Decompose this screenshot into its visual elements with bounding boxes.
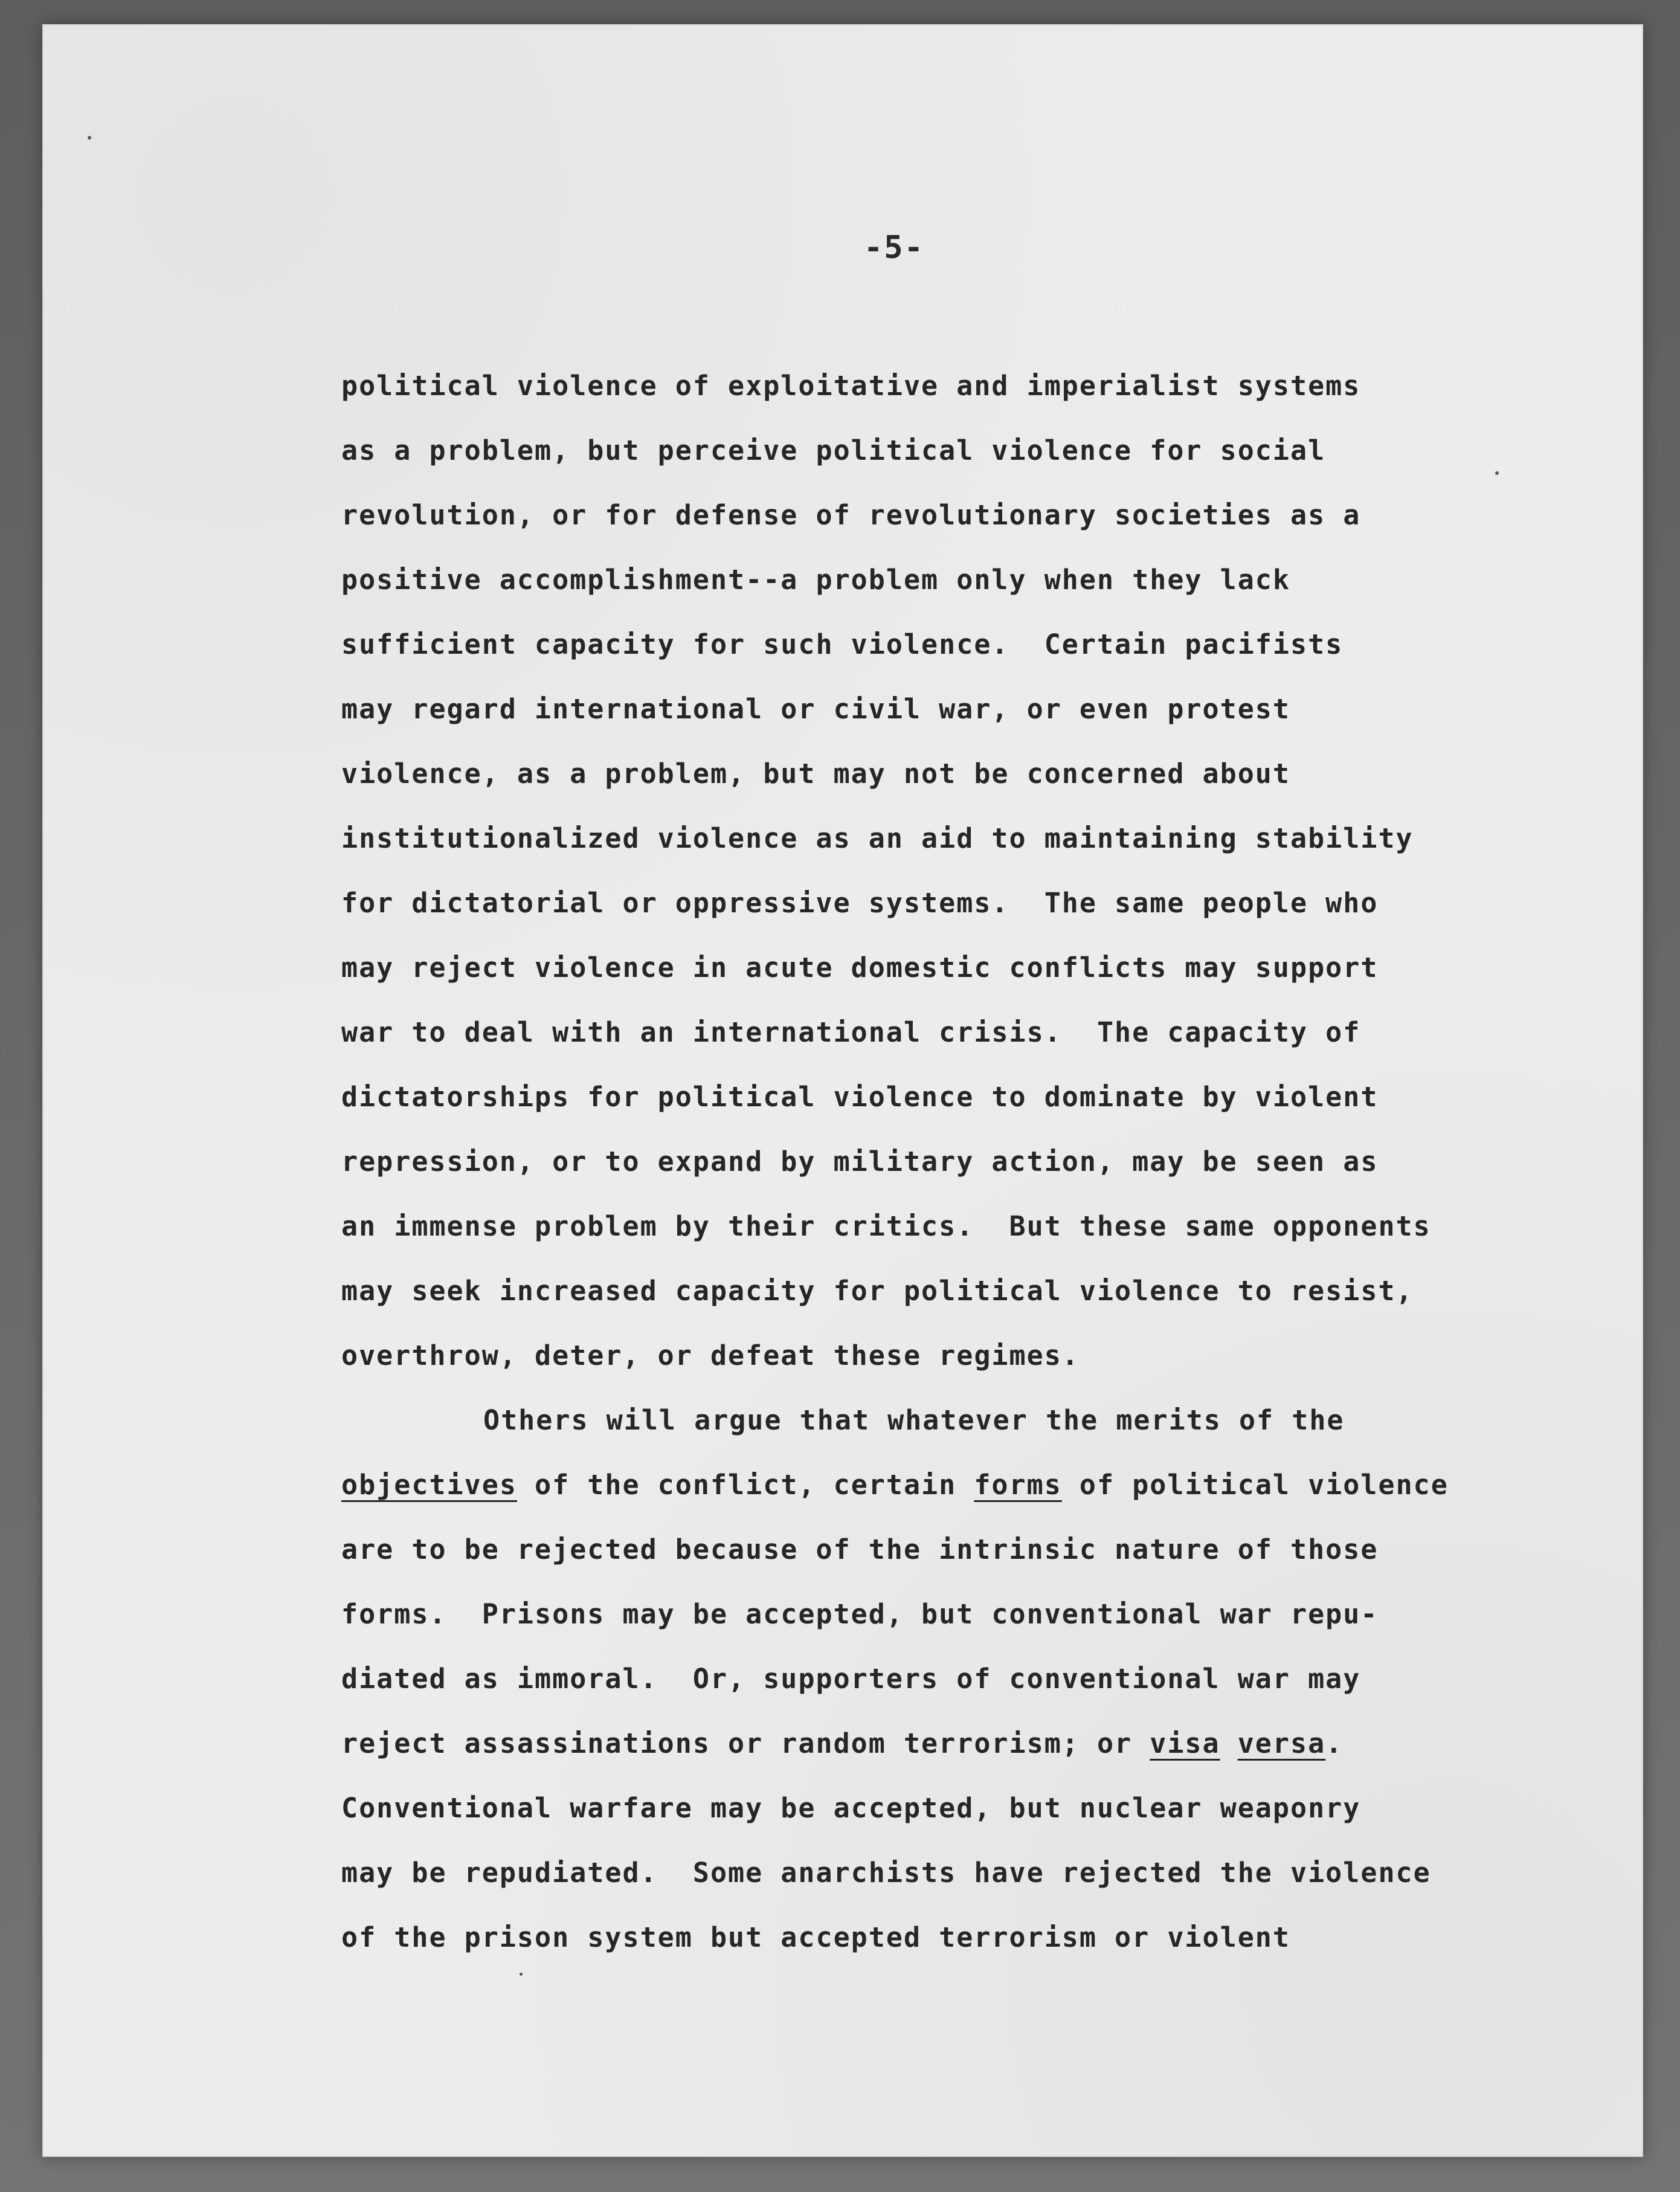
text-line: diated as immoral. Or, supporters of conventional war may [341, 1663, 1361, 1695]
text-line: violence, as a problem, but may not be concerned about [341, 758, 1290, 790]
text-line: Conventional warfare may be accepted, but nuclear weaponry [341, 1792, 1361, 1824]
text-line: as a problem, but perceive political violence for social [341, 434, 1326, 466]
text-line: may reject violence in acute domestic conflicts may support [341, 952, 1379, 984]
text-line: revolution, or for defense of revolutionary societies as a [341, 499, 1361, 531]
document-page [42, 24, 1643, 2157]
text-segment: reject assassinations or random terrorism; or [341, 1727, 1150, 1759]
text-line: of the prison system but accepted terrorism or violent [341, 1921, 1290, 1953]
underlined-word-forms: forms [974, 1469, 1062, 1501]
text-segment: of the conflict, certain [517, 1469, 974, 1501]
text-line: forms. Prisons may be accepted, but conventional war repu- [341, 1598, 1379, 1630]
text-line: may be repudiated. Some anarchists have rejected the violence [341, 1857, 1431, 1889]
text-line: political violence of exploitative and imperialist systems [341, 370, 1361, 402]
text-line: may seek increased capacity for political violence to resist, [341, 1275, 1414, 1307]
text-line: sufficient capacity for such violence. Certain pacifists [341, 628, 1344, 660]
text-line: dictatorships for political violence to dominate by violent [341, 1081, 1379, 1113]
underlined-word-objectives: objectives [341, 1469, 517, 1501]
text-segment: . [1325, 1727, 1344, 1759]
text-line [341, 1388, 1580, 1452]
text-segment [1220, 1727, 1238, 1759]
text-segment: Others will argue that whatever the merits of the [483, 1404, 1345, 1436]
underlined-word-visa: visa [1150, 1727, 1220, 1759]
typewritten-body [341, 353, 1580, 1970]
text-line: for dictatorial or oppressive systems. The same people who [341, 887, 1379, 919]
text-line: are to be rejected because of the intrinsic nature of those [341, 1533, 1379, 1565]
underlined-word-versa: versa [1237, 1727, 1326, 1759]
text-line [341, 1452, 1580, 1517]
page-number: -5- [864, 230, 924, 266]
text-line: an immense problem by their critics. But these same opponents [341, 1210, 1431, 1242]
text-line: overthrow, deter, or defeat these regimes. [341, 1339, 1080, 1372]
paper-speck [88, 136, 91, 140]
text-line: war to deal with an international crisis. The capacity of [341, 1016, 1361, 1048]
text-segment: of political violence [1061, 1469, 1449, 1501]
text-line [341, 1711, 1580, 1776]
text-line: may regard international or civil war, or even protest [341, 693, 1290, 725]
text-line: institutionalized violence as an aid to maintaining stability [341, 822, 1414, 854]
text-line: repression, or to expand by military action, may be seen as [341, 1146, 1379, 1178]
text-line: positive accomplishment--a problem only when they lack [341, 564, 1290, 596]
paper-speck [520, 1973, 523, 1976]
